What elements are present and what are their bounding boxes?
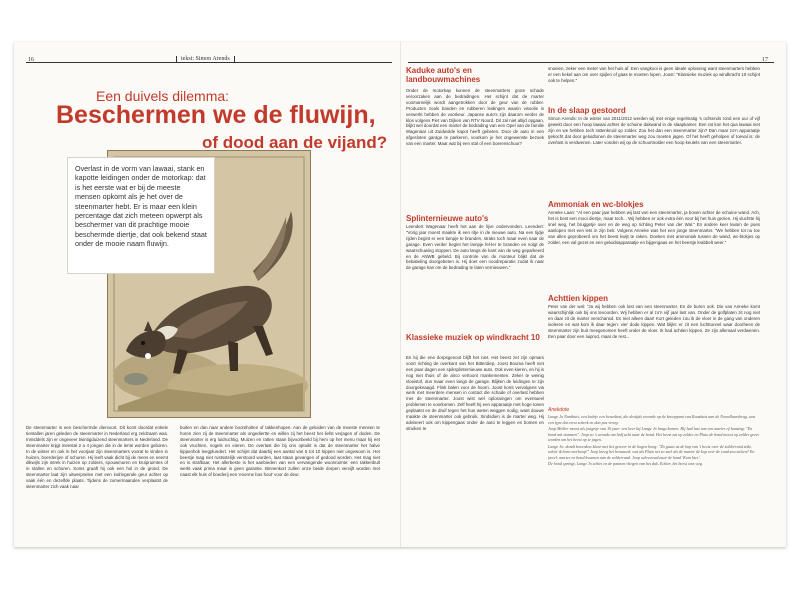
page-number-left: 16: [28, 57, 34, 63]
subhead-ammoniak: Ammoniak en wc-blokjes: [548, 200, 644, 209]
column-4c: [548, 210, 760, 292]
column-4b-text: Simon Arends: In de winter van 2011/2012 werden wij met enige regelmatig 's ochtends rond een uur of vijf gewekt door een hoop lawaai achter de schuine dakwand in de slaapkamer. Een rat kon het qua lawaai niet zijn en we hebben toch rattenkruid op zolder. Zou het dan een steenmarter zijn? Dan maar zo'n apparaatje gekocht dat door geluidtonen de steenmarter weg zou moeten jagen. Of het heeft geholpen of toeval is: de overlast is verdwenen. Later vonden wij op de schuurtnolder een hoop keutels van een steenmarter.: [548, 116, 760, 145]
anekdote-box: [548, 414, 760, 530]
header-rule-left: [26, 62, 392, 63]
author-credit: tekst: Simon Arends: [176, 56, 235, 62]
column-3b-text: Leendert Wagenaar heeft het aan de lijve ondervonden. Leendert: "Vorig jaar moest maakte ik een ritje in de nieuwe auto. Na een tijdje rijden begint er een lampje te branden, straks toch maar even naar de garage. Even verder begint het lampje fel-ler te branden en volgt de waarschuwing stoppen. De auto langs de kant van de weg geparkeerd en de ANWB gebeld. Bij controle van de monteur blijkt dat de bekabeling doorgebeten is. Hij doet een noodreparatie zodat ik naar de garage kan om de bedrading te laten vernieuwen.": [406, 224, 544, 271]
column-2-text: buiten en dan naar andere boomholten of takkenhopen. Aan de geluiden van de meeste mensen te horen zien zij de steenmarter als ongediertte en willen zij het beest het liefst verjagen of doden. De steenmarter is erg luidruchtig. Muizen en ratten staan bijvoorbeeld bij hem op het menu maar hij eet ook vruchten, vogels en eieren. De overlast die bij ons optuikt is dat de steenmarter het halve kippenhok leegplundert. Het schijnt dat daarbij een aantal van 5 tot 10 kippen niet ongewoon is. Het beestje mag niet rustsstelijk verstoord worden, laat staan gevangen of gedood worden. Het mag niet en is strafbaar. Het allerbeste is het aanbieden van een vervangende woonruimte: een takkenbult werkt vaak prima maar is geen garantie. Binnenkort zullen onze beide dorpen vervijlt worden met naast elk huis of boederij een 'enorme bos hout' voor de deur.: [180, 425, 380, 478]
subhead-kaduke: Kaduke auto's en landbouwmachines: [406, 66, 481, 84]
anekdote-p1: Lange Jo Nanthuis, een bedrje een benedtest, die destijds woonde op de knooppunt van Kaashuis aan de Noordlaarsbrug, was een type dat eerst schrok en dan pas vroeg.: [548, 414, 756, 425]
page-spine: [400, 42, 401, 547]
column-3c: [406, 355, 544, 535]
column-1: [26, 425, 168, 535]
column-3a: [406, 88, 544, 210]
subhead-kippen: Achttien kippen: [548, 294, 609, 303]
column-3c-text: En bij die ene dorpsgenoot blijft het niet. Het beest zet zijn opmars voort richting de overkant van het Bitterdiep. Joost Bouma heeft niet een paar dagen een spiksplinternieuwe auto. Ook even kieren, en hij is nog niet thuis of de airco vertoont mankementen. Zeker te weinig vloeistof, dus maar even langs de garage. Blijken de leidingen te zijn doorgeknaagd. Flink balen voor de hoorn. Joost komt vervolgens via werk met meerdere mensen in contact die schade of overlast hebben met de steenmarter. Joost wist wel oplossingen om eventueel problemen te voorkomen. Zelf heeft hij een apparaatje met hoge tonen geplaatst en de druif tegen het hun weten weggen nodig, want douwe maakte de steenmarter ook gebruik. Sindsdien is de marter weg. Hij adviseert ook om kippengaas onder de auto te leggen en bomen en struiken te: [406, 355, 544, 431]
intro-box: [67, 157, 215, 274]
subhead-klassieke: Klassieke muziek op windkracht 10: [406, 333, 540, 342]
page-number-right: 17: [762, 57, 768, 63]
column-1-text: De steenmarter is een beschermde diersoort. Dit komt doordat enkele tientallen jaren geleden de steenmarter in Nederland erg zeldzaam was. Inmiddels zijn er ongeveer twintigduizend steenmarters in Nederland. De steenmarter krijgt meestal 2 a 4 jongen die in de lente worden geboren. In de winter en ook in het voorjaar zijn steenmarters vooral te vinden in huizen, boerderijen of schuren. Hij leeft vaak dicht bij de mens en neemt dikwijls zijn intrek in huizen op zolders, spouwmuren en kruipruimtes of in stallen en schuren. Soms graaft hij ook een hol in de grond. De steenmarter laat zijn uitwerpselen met een indringende geur achter op vaak één en dezelfde plaats. Tijdens de zomermaanden verplaatst de steenmarter zich vaak naar: [26, 425, 168, 490]
column-3b: [406, 224, 544, 330]
anekdote-p4: De hond springt, Lange Jo schiet en de pannen vliegen van het dak. Echter, het beest was weg.: [548, 461, 703, 466]
column-4a-text: snoeien, zeker een meter van het huis af. Een vangkooi is geen ideale oplossing want steenmarters hebben er een hekel aan om over spijlen of gaas te moeten lopen. Joost: "Klassieke muziek op windkracht 10 schijnt ook te helpen.": [548, 66, 760, 83]
subhead-splinter: Splinternieuwe auto's: [406, 214, 489, 223]
article-kicker: Een duivels dilemma:: [96, 88, 230, 104]
column-4d: [548, 304, 760, 402]
column-4c-text: Anneke Laan: "Al een paar jaar hebben wij last van een steenmarter, ja boven achter de schuine wand. Ach, het is best een mooi diertje, maar toch... Wij hebben er ook extra één voor bij het huis gezien. Hij vluchtte hij snel weg, het bruggetje over en de weg op richting Peter van der Wal." En andere keer kwam de poes aanlopen met een iets in zijn bek. Volgens Anneke was het een jonge steenmarter. "We hebben tot nu toe van alles geprobeerd om het beest kwijt te raken. Doeken met ammoniak tussen de wand, wc-blokjes op zolder, een val gezet en een geluidsapparaatje en bijgengaas en het beestje krabbelt weer.": [548, 210, 760, 245]
anekdote-p2: Joop Melker moest als jongetje van 10 jaar: een keer bij Lange Jo langs komen. Hij had last van een marter of bunzing: "En hond mit nemmen". Joop zo 's avonds om half acht naar de hond. Het beest zat op zolder en Pluto de hond moest op zolder gezet worden om het beest op te jagen.: [548, 426, 759, 442]
column-4d-text: Peter van der wal: "Ja wij hebben ook last van een steenmarter. En de buren ook. Die van Anneke komt waarschijnlijk ook bij ons tevoorden. Wij hebben er al zo'n vijf jaar last van. Onder de golfplaten zit nog niet en daar zit de marter verschansd. En niet alleen daar! Kort geleden zou ik de vloer in de gang van onderen isoleren en wat kom ik daar tegen: vier dode kippen. Wat blijkt: er zit een luchttunnel waar doorheen de steenmarter zijn buit meegenomen heeft onder de vloer. Ik had achtien kippen. Ze zijn allemaal verdwenen. Een paar door een luiprod, maar de rest...: [548, 304, 760, 339]
column-3a-text: Onder de motorkap kunnen de steenmarters grote schade veroorzaken aan de bedradingen. Het schijnt dat de marter voornamelijk wordt aangetrokken door de geur van de rubber. Producten zoals banden en rubberen leidingen waarin vissolie is verwerkt hebben de voorkeur. Japanse auto's zijn daarom eerder de klos volgens Piet van Dijken van RTV Noord. Dit zal niet altijd opgaan, blijkt wel doordat een marter de bedrading van een Opel van de familie Wagenaar uit Zuidwolde kapot heeft gebeten. Door de auto in een afgesloten garage te parkeren, voorkom je het ongewenste bezoek van een marter. Maar wat bij een stal of een boerenschuur?: [406, 88, 544, 147]
subhead-slaap: In de slaap gestoord: [548, 106, 626, 115]
article-title-line1: Beschermen we de fluwijn,: [56, 101, 376, 129]
column-4b: [548, 116, 760, 198]
column-2: [180, 425, 380, 535]
intro-text: Overlast in de vorm van lawaai, stank en kapotte leidingen onder de motorkap: dat is het eerste wat er bij de meeste mensen opkomt als je het over de steenmarter hebt. Er is maar een klein percentage dat zich meteen opwerpt als beschermer van dit prachtige mooie beschermde diertje, dat ook bekend staat onder de mooie naam fluwijn.: [75, 164, 207, 249]
column-4a: [548, 66, 760, 104]
header-rule-right: [408, 62, 774, 63]
anekdote-title: Anekdote: [548, 407, 570, 413]
anekdote-p3: Lange Jo: dondt bovenkon klaar met het geweer in de hogen hoog: "Zo gauw as de kop van 't beest over de zolderrand stikt, schiet ik hom overhoop!" Joop kreeg het benauwd: wat als Pluto net zo snel als de marter de kop over de rand zou steken? En jawel: marter en hond kwamen aan de zolderrand. Joop schreeuwd naar de hond 'Kom hier'.: [548, 443, 755, 460]
article-title-line2: of dood aan de vijand?: [202, 133, 388, 152]
